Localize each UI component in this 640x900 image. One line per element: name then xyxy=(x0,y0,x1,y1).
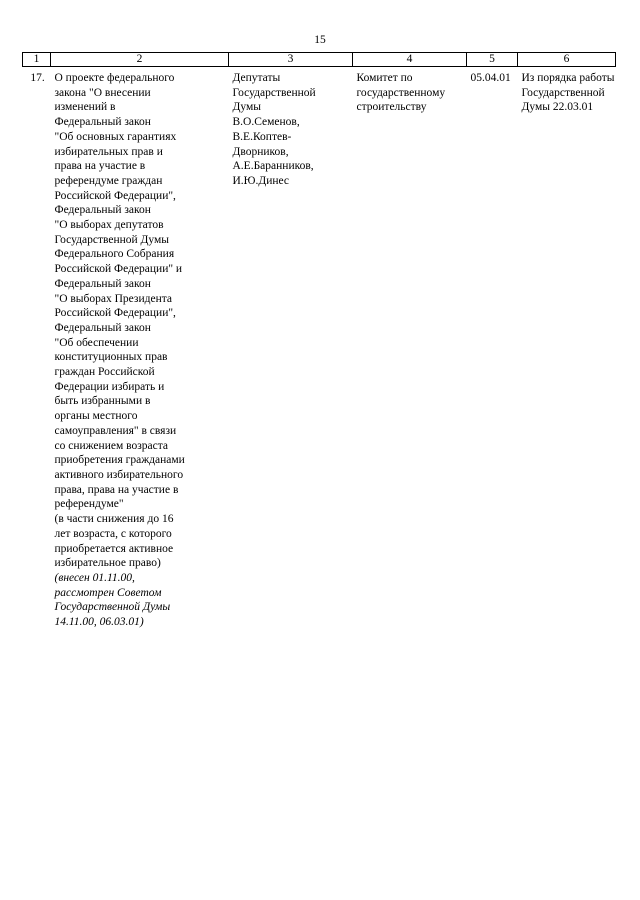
note-line: Государственной Думы xyxy=(54,601,171,614)
title-line: Российской Федерации" и xyxy=(54,263,183,276)
bill-title-cell xyxy=(51,67,229,630)
col-header-6: 6 xyxy=(518,53,616,67)
title-line: лет возраста, с которого xyxy=(54,527,172,540)
col-header-5: 5 xyxy=(467,53,518,67)
source-line: Думы 22.03.01 xyxy=(521,101,594,114)
date-cell: 05.04.01 xyxy=(470,72,511,84)
author-line: В.Е.Коптев- xyxy=(232,130,292,143)
agenda-table xyxy=(22,52,616,630)
header-row xyxy=(23,53,616,67)
author-line: Государственной xyxy=(232,86,316,99)
authors-cell xyxy=(229,67,353,630)
row-number: 17. xyxy=(30,72,45,84)
source-line: Государственной xyxy=(521,86,605,99)
title-line: приобретается активное xyxy=(54,542,174,555)
title-line: Федерального Собрания xyxy=(54,248,175,261)
title-line: "О выборах депутатов xyxy=(54,219,164,232)
title-line: референдуме граждан xyxy=(54,174,163,187)
title-line: со снижением возраста xyxy=(54,439,168,452)
source-cell xyxy=(518,67,616,630)
title-line: Государственной Думы xyxy=(54,233,169,246)
title-line: граждан Российской xyxy=(54,366,155,379)
bill-title xyxy=(55,71,227,571)
author-line: Депутаты xyxy=(232,72,281,84)
title-line: закона "О внесении xyxy=(54,86,151,99)
author-line: В.О.Семенов, xyxy=(232,116,300,129)
title-line: права на участие в xyxy=(54,160,146,173)
title-line: права, права на участие в xyxy=(54,483,179,496)
title-line: приобретения гражданами xyxy=(54,454,185,467)
submission-note xyxy=(55,571,227,630)
title-line: активного избирательного xyxy=(54,468,184,481)
col-header-4: 4 xyxy=(353,53,467,67)
title-line: О проекте федерального xyxy=(54,72,175,84)
note-line: (внесен 01.11.00, xyxy=(54,571,135,584)
title-line: Федеральный закон xyxy=(54,116,151,129)
author-line: Думы xyxy=(232,101,261,114)
source-line: Из порядка работы xyxy=(521,72,615,84)
note-line: рассмотрен Советом xyxy=(54,586,162,599)
title-line: "Об основных гарантиях xyxy=(54,130,177,143)
title-line: Федеральный закон xyxy=(54,204,151,217)
title-line: избирательное право) xyxy=(54,557,161,570)
committee-line: государственному xyxy=(356,86,446,99)
title-line: Федерации избирать и xyxy=(54,380,165,393)
author-line: Дворников, xyxy=(232,145,289,158)
col-header-2: 2 xyxy=(51,53,229,67)
title-line: Российской Федерации", xyxy=(54,307,176,320)
title-line: Федеральный закон xyxy=(54,277,151,290)
title-line: Федеральный закон xyxy=(54,321,151,334)
title-line: Российской Федерации", xyxy=(54,189,176,202)
title-line: (в части снижения до 16 xyxy=(54,513,174,526)
author-line: А.Е.Баранников, xyxy=(232,160,314,173)
title-line: самоуправления" в связи xyxy=(54,424,177,437)
title-line: "Об обеспечении xyxy=(54,336,139,349)
title-line: избирательных прав и xyxy=(54,145,163,158)
table-row xyxy=(23,67,616,630)
col-header-1: 1 xyxy=(23,53,51,67)
title-line: изменений в xyxy=(54,101,116,114)
title-line: референдуме" xyxy=(54,498,124,511)
author-line: И.Ю.Динес xyxy=(232,174,290,187)
title-line: органы местного xyxy=(54,410,138,423)
title-line: конституционных прав xyxy=(54,351,168,364)
title-line: "О выборах Президента xyxy=(54,292,172,305)
note-line: 14.11.00, 06.03.01) xyxy=(54,616,144,629)
committee-line: строительству xyxy=(356,101,427,114)
col-header-3: 3 xyxy=(229,53,353,67)
title-line: быть избранными в xyxy=(54,395,151,408)
page-number: 15 xyxy=(314,34,326,46)
committee-cell xyxy=(353,67,467,630)
committee-line: Комитет по xyxy=(356,72,413,84)
